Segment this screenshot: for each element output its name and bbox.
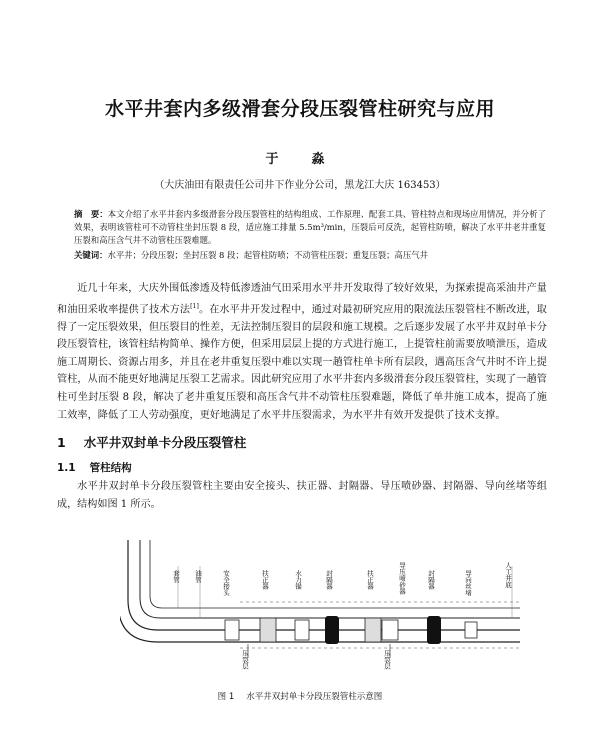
label-tubing: 油管	[194, 570, 202, 583]
author-affiliation: （大庆油田有限责任公司井下作业分公司，黑龙江大庆 163453）	[154, 180, 446, 191]
packer-tool-2	[427, 616, 441, 644]
keywords-text: 水平井；分段压裂；坐封压裂 8 段；起管柱防喷；不动管柱压裂；重复压裂；高压气井	[107, 250, 429, 260]
keywords-label: 关键词：	[74, 250, 108, 260]
label-casing: 套管	[172, 570, 180, 583]
packer-tool-1	[325, 616, 339, 644]
subsection-number: 1.1	[57, 462, 76, 474]
safety-joint-tool	[225, 620, 239, 640]
paper-title: 水平井套内多级滑套分段压裂管柱研究与应用	[104, 98, 495, 120]
label-guide-plug: 导向丝堵	[464, 570, 472, 596]
intro-text-2: 。在水平井开发过程中，通过对最初研究应用的限流法压裂管柱不断改进，取得了一定压裂效果，但压裂目的性差，无法控制压裂目的层段和施工规模。之后逐步发展了水平井双封单卡分段压裂管柱，该管柱结构简单、操作方便，但采用层层上提的方式进行施工，上提管柱前需要放喷泄压，造成施工周期长、资源占用多，并且在老井重复压裂中难以实现一趟管柱单卡所有层段，遇高压含气井时不许上提管柱，从而不能更好地满足压裂工艺需求。因此研究应用了水平井套内多级滑套分段压裂管柱，实现了一趟管柱可坐封压裂 8 段，解决了老井重复压裂和高压含气井不动管柱压裂难题，降低了单井施工成本，提高了施工效率，降低了工人劳动强度，更好地满足了水平井压裂需求，为水平井有效开发提供了技术支撑。	[57, 303, 547, 421]
label-centralizer-1: 扶正器	[261, 570, 269, 590]
label-safety-joint: 安全接头	[222, 570, 230, 596]
abstract-label: 摘 要：	[74, 209, 108, 219]
subsection-title: 管柱结构	[89, 462, 132, 474]
label-packer-1: 封隔器	[325, 570, 333, 590]
section-title: 水平井双封单卡分段压裂管柱	[83, 435, 247, 450]
figure-caption	[0, 690, 600, 702]
section-heading-1	[57, 433, 246, 451]
intro-text-1: 近几十年来，大庆外围低渗透及特低渗透油气田采用水平井开发取得了较好效果，为探索提高采油井产量和油田采收率提供了技术方法	[57, 283, 547, 315]
casing-wall-outer	[128, 540, 520, 630]
section-number: 1	[57, 435, 66, 450]
figure-number: 图 1	[217, 692, 235, 702]
citation-ref: [1]	[190, 302, 199, 310]
label-frac-layer-2: 压裂层	[383, 650, 391, 670]
author-name: 于 淼	[265, 152, 335, 167]
centralizer-tool-2	[365, 618, 381, 642]
sand-jet-tool	[382, 620, 398, 640]
label-centralizer-2: 扶正器	[366, 570, 374, 590]
guide-plug-tool	[465, 622, 477, 638]
casing-wall-bottom	[120, 540, 520, 642]
label-artificial-bottom: 人工井底	[504, 562, 512, 588]
figure-caption-text: 水平井双封单卡分段压裂管柱示意图	[246, 692, 383, 702]
label-packer-2: 封隔器	[427, 570, 435, 590]
keywords	[74, 249, 546, 261]
abstract	[74, 208, 546, 247]
label-hydraulic-anchor: 水力锚	[294, 570, 302, 590]
centralizer-tool-1	[260, 618, 276, 642]
abstract-text: 本文介绍了水平井套内多级滑套分段压裂管柱的结构组成、工作原理、配套工具、管柱特点和现场应用情况，并分析了效果，表明该管柱可不动管柱坐封压裂 8 段，适应施工排量 5.5m³/min，压裂后可反洗，起管柱防喷，解决了水平井老井重复压裂和高压含气井不动管柱压裂难题。	[74, 209, 546, 245]
subsection-heading-1-1	[57, 460, 132, 475]
label-sand-jet: 导压喷砂器	[398, 562, 406, 595]
hydraulic-anchor-tool	[295, 620, 309, 640]
string-diagram	[120, 540, 530, 680]
label-frac-layer-1: 压裂层	[241, 650, 249, 670]
structure-paragraph: 水平井双封单卡分段压裂管柱主要由安全接头、扶正器、封隔器、导压喷砂器、封隔器、导向丝堵等组成，结构如图 1 所示。	[57, 481, 547, 510]
intro-paragraph	[57, 280, 547, 424]
